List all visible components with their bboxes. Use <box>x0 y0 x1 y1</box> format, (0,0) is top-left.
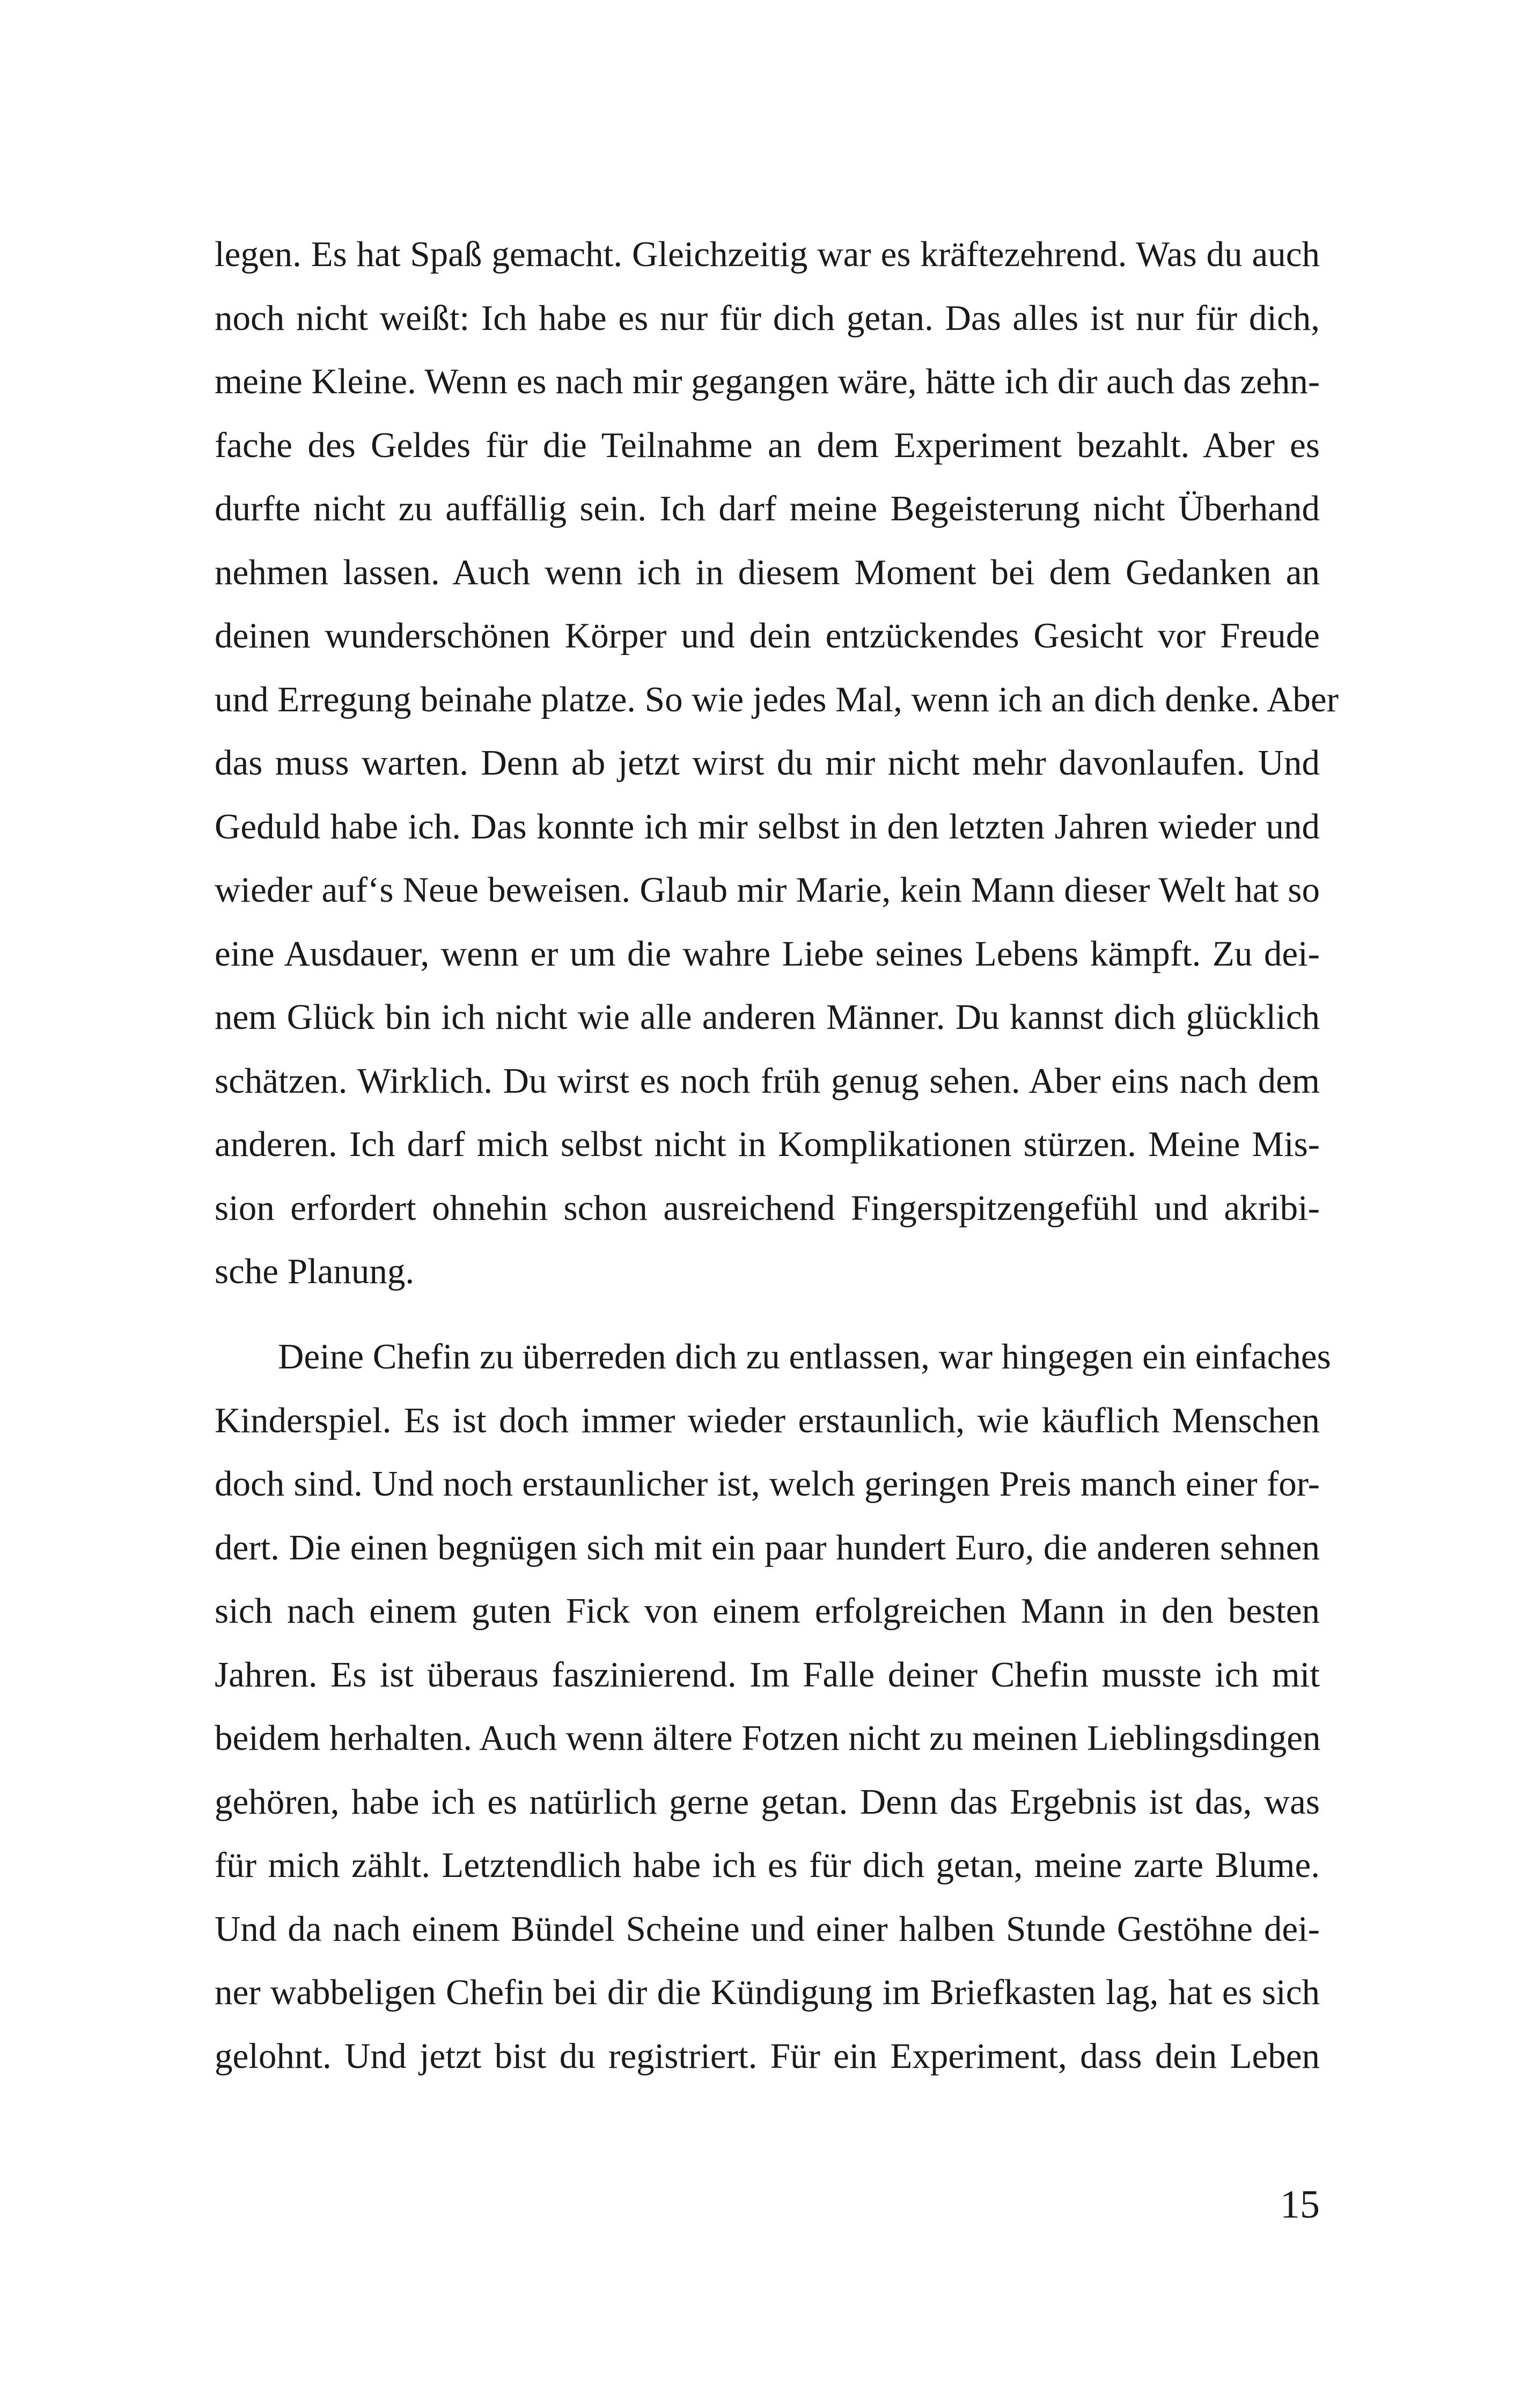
text-line: legen. Es hat Spaß gemacht. Gleichzeitig war es kräftezehrend. Was du auch <box>215 234 1320 274</box>
text-line: Deine Chefin zu überreden dich zu entlassen, war hingegen ein einfaches <box>278 1337 1331 1376</box>
text-line: nem Glück bin ich nicht wie alle anderen Männer. Du kannst dich glücklich <box>215 997 1320 1037</box>
text-line: sche Planung. <box>215 1251 415 1291</box>
text-line: schätzen. Wirklich. Du wirst es noch früh genug sehen. Aber eins nach dem <box>215 1061 1320 1101</box>
text-line: doch sind. Und noch erstaunlicher ist, welch geringen Preis manch einer for- <box>215 1464 1320 1504</box>
text-line: durfte nicht zu auffällig sein. Ich darf meine Begeisterung nicht Überhand <box>215 489 1320 528</box>
text-line: gelohnt. Und jetzt bist du registriert. Für ein Experiment, dass dein Leben <box>215 2036 1320 2076</box>
text-line: Und da nach einem Bündel Scheine und einer halben Stunde Gestöhne dei- <box>215 1909 1320 1949</box>
text-line: fache des Geldes für die Teilnahme an dem Experiment bezahlt. Aber es <box>215 425 1320 465</box>
text-line: beidem herhalten. Auch wenn ältere Fotzen nicht zu meinen Lieblingsdingen <box>215 1718 1321 1758</box>
text-line: deinen wunderschönen Körper und dein entzückendes Gesicht vor Freude <box>215 616 1320 656</box>
paragraph-2 <box>215 1325 1331 2088</box>
text-line: noch nicht weißt: Ich habe es nur für dich getan. Das alles ist nur für dich, <box>215 298 1320 338</box>
text-line: sion erfordert ohnehin schon ausreichend Fingerspitzengefühl und akribi- <box>215 1188 1320 1228</box>
text-line: und Erregung beinahe platze. So wie jedes Mal, wenn ich an dich denke. Aber <box>215 679 1339 719</box>
text-line: dert. Die einen begnügen sich mit ein paar hundert Euro, die anderen sehnen <box>215 1527 1320 1567</box>
text-line: Geduld habe ich. Das konnte ich mir selbst in den letzten Jahren wieder und <box>215 806 1320 846</box>
text-line: sich nach einem guten Fick von einem erfolgreichen Mann in den besten <box>215 1591 1320 1631</box>
text-line: gehören, habe ich es natürlich gerne getan. Denn das Ergebnis ist das, was <box>215 1781 1320 1822</box>
text-line: nehmen lassen. Auch wenn ich in diesem Moment bei dem Gedanken an <box>215 552 1320 592</box>
text-line: eine Ausdauer, wenn er um die wahre Liebe seines Lebens kämpft. Zu dei- <box>215 933 1320 974</box>
text-line: Jahren. Es ist überaus faszinierend. Im Falle deiner Chefin musste ich mit <box>215 1654 1320 1695</box>
text-line: ner wabbeligen Chefin bei dir die Kündigung im Briefkasten lag, hat es sich <box>215 1972 1320 2012</box>
text-line: das muss warten. Denn ab jetzt wirst du mir nicht mehr davonlaufen. Und <box>215 743 1320 783</box>
text-line: Kinderspiel. Es ist doch immer wieder erstaunlich, wie käuflich Menschen <box>215 1400 1320 1440</box>
page-number: 15 <box>1280 2183 1320 2227</box>
paragraph-1 <box>215 223 1339 1304</box>
text-line: für mich zählt. Letztendlich habe ich es für dich getan, meine zarte Blume. <box>215 1845 1320 1885</box>
text-line: anderen. Ich darf mich selbst nicht in Komplikationen stürzen. Meine Mis- <box>215 1124 1320 1164</box>
text-line: wieder auf‘s Neue beweisen. Glaub mir Marie, kein Mann dieser Welt hat so <box>215 870 1320 910</box>
text-line: meine Kleine. Wenn es nach mir gegangen wäre, hätte ich dir auch das zehn- <box>215 362 1320 401</box>
